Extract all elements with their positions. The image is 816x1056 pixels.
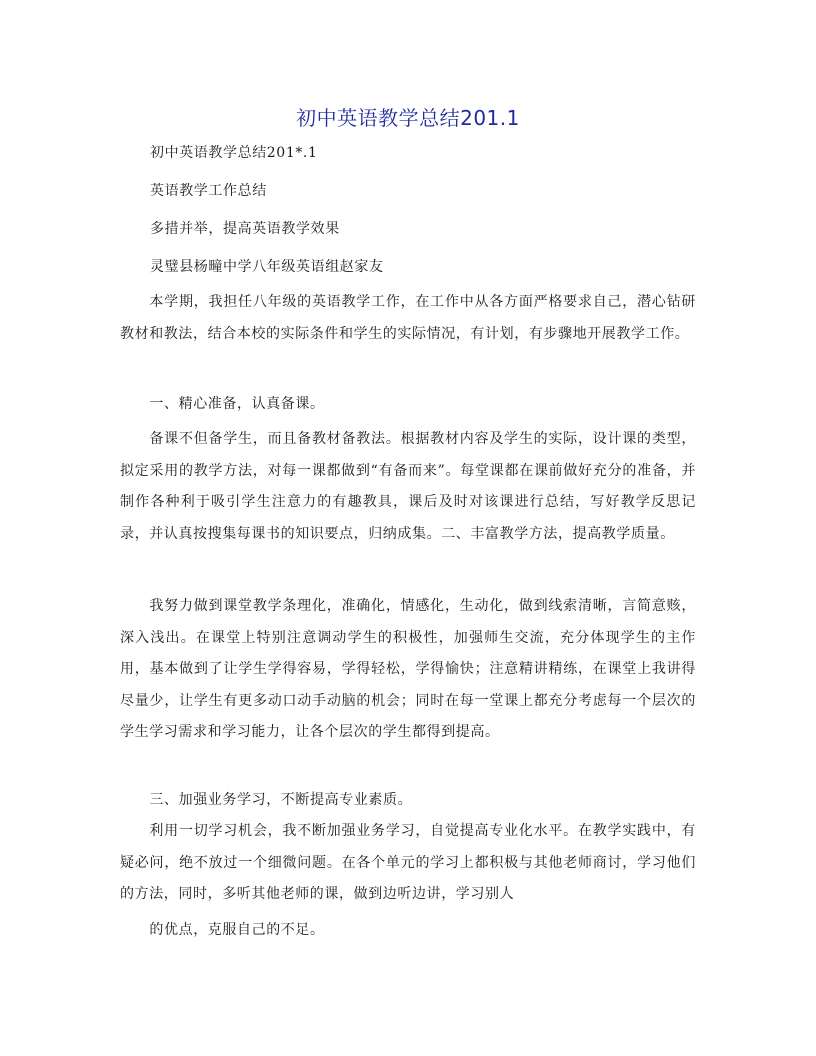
paragraph-classroom: 我努力做到课堂教学条理化，准确化，情感化，生动化，做到线索清晰，言简意赅，深入浅出。在课堂上特别注意调动学生的积极性，加强师生交流，充分体现学生的主作用，基本做到了让学生学得容易，学得轻松，学得愉快；注意精讲精练，在课堂上我讲得尽量少，让学生有更多动口动手动脑的机会；同时在每一堂课上都充分考虑每一个层次的学生学习需求和学习能力，让各个层次的学生都得到提高。 (120, 598, 696, 740)
document-title: 初中英语教学总结201.1 (296, 106, 520, 130)
section-heading: 英语教学工作总结 (150, 183, 267, 199)
paragraph-closing: 的优点，克服自己的不足。 (149, 922, 325, 938)
author-line: 灵璧县杨疃中学八年级英语组赵家友 (150, 259, 384, 275)
theme-line: 多措并举，提高英语教学效果 (150, 221, 340, 237)
subtitle-line: 初中英语教学总结201*.1 (150, 145, 318, 161)
paragraph-preparation: 备课不但备学生，而且备教材备教法。根据教材内容及学生的实际，设计课的类型，拟定采用的教学方法，对每一课都做到“有备而来”。每堂课都在课前做好充分的准备，并制作各种利于吸引学生注意力的有趣教具，课后及时对该课进行总结，写好教学反思记录，并认真按搜集每课书的知识要点，归纳成集。二、丰富教学方法，提高教学质量。 (120, 431, 696, 542)
heading-professional: 三、加强业务学习，不断提高专业素质。 (149, 792, 413, 808)
paragraph-professional: 利用一切学习机会，我不断加强业务学习，自觉提高专业化水平。在教学实践中，有疑必问，绝不放过一个细微问题。在各个单元的学习上都积极与其他老师商讨，学习他们的方法，同时，多听其他老师的课，做到边听边讲，学习别人 (120, 823, 696, 902)
paragraph-intro: 本学期，我担任八年级的英语教学工作，在工作中从各方面严格要求自己，潜心钻研教材和教法，结合本校的实际条件和学生的实际情况，有计划，有步骤地开展教学工作。 (120, 294, 696, 342)
heading-preparation: 一、精心准备，认真备课。 (149, 396, 325, 412)
